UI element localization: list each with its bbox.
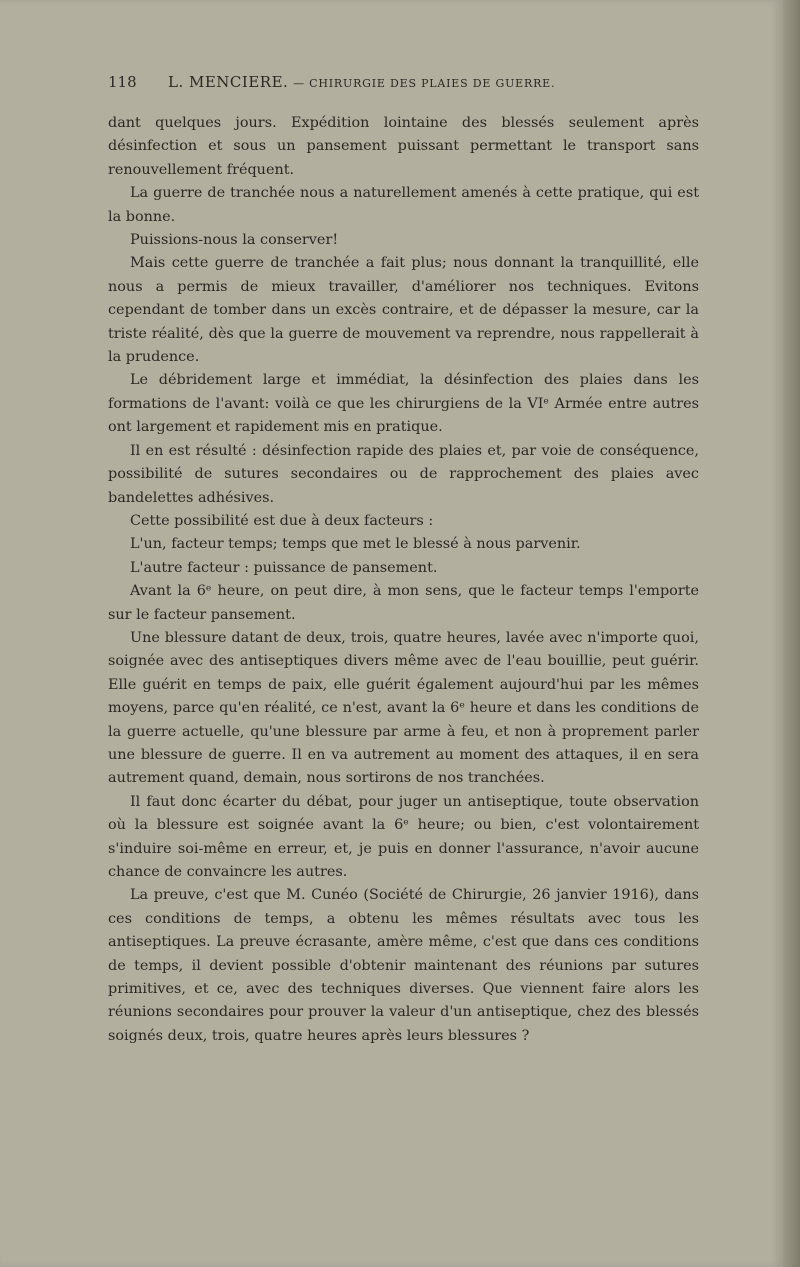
- paragraph: Une blessure datant de deux, trois, quatre heures, lavée avec n'importe quoi, soignée avec des antiseptiques divers même avec de l'eau bouillie, peut guérir. Elle guérit en temps de paix, elle guérit également aujourd'hui par les mêmes moyens, parce qu'en réalité, ce n'est, avant la 6ᵉ heure et dans les conditions de la guerre actuelle, qu'une blessure par arme à feu, et non à proprement parler une blessure de guerre. Il en va autrement au moment des attaques, il en sera autrement quand, demain, nous sortirons de nos tranchées.: [108, 629, 699, 787]
- paragraph: La preuve, c'est que M. Cunéo (Société de Chirurgie, 26 janvier 1916), dans ces conditions de temps, a obtenu les mêmes résultats avec tous les antiseptiques. La preuve écrasante, amère même, c'est que dans ces conditions de temps, il devient possible d'obtenir maintenant des réunions par sutures primitives, et ce, avec des techniques diverses. Que viennent faire alors les réunions secondaires pour prouver la valeur d'un antiseptique, chez des blessés soignés deux, trois, quatre heures après leurs blessures ?: [108, 887, 699, 1044]
- running-header: [108, 73, 703, 91]
- header-author: L. MENCIERE.: [168, 73, 289, 91]
- header-title: — CHIRURGIE DES PLAIES DE GUERRE.: [293, 77, 556, 90]
- paragraph: L'un, facteur temps; temps que met le blessé à nous parvenir.: [130, 536, 581, 553]
- paragraph: Le débridement large et immédiat, la désinfection des plaies dans les formations de l'avant: voilà ce que les chirurgiens de la VIᵉ Armée entre autres ont largement et rapidement mis en pratique.: [108, 372, 699, 436]
- paragraph: L'autre facteur : puissance de pansement.: [130, 559, 438, 576]
- paragraph: Puissions-nous la conserver!: [130, 232, 339, 249]
- page-edge: [783, 0, 800, 1267]
- paragraph: Il faut donc écarter du débat, pour juger un antiseptique, toute observation où la blessure est soignée avant la 6ᵉ heure; ou bien, c'est volontairement s'induire soi-même en erreur, et, je puis en donner l'assurance, n'avoir aucune chance de convaincre les autres.: [108, 793, 699, 880]
- paragraph: Il en est résulté : désinfection rapide des plaies et, par voie de conséquence, possibilité de sutures secondaires ou de rapprochement des plaies avec bandelettes adhésives.: [108, 442, 699, 506]
- body-text: [108, 112, 699, 1048]
- paragraph: Cette possibilité est due à deux facteurs :: [130, 512, 434, 529]
- paragraph: dant quelques jours. Expédition lointaine des blessés seulement après désinfection et sous un pansement puissant permettant le transport sans renouvellement fréquent.: [108, 115, 699, 178]
- paragraph: Avant la 6ᵉ heure, on peut dire, à mon sens, que le facteur temps l'emporte sur le facteur pansement.: [108, 583, 699, 623]
- paragraph: Mais cette guerre de tranchée a fait plus; nous donnant la tranquillité, elle nous a permis de mieux travailler, d'améliorer nos techniques. Evitons cependant de tomber dans un excès contraire, et de dépasser la mesure, car la triste réalité, dès que la guerre de mouvement va reprendre, nous rappellerait à la prudence.: [108, 255, 699, 366]
- page-number: 118: [108, 73, 137, 91]
- paragraph: La guerre de tranchée nous a naturellement amenés à cette pratique, qui est la bonne.: [108, 185, 699, 225]
